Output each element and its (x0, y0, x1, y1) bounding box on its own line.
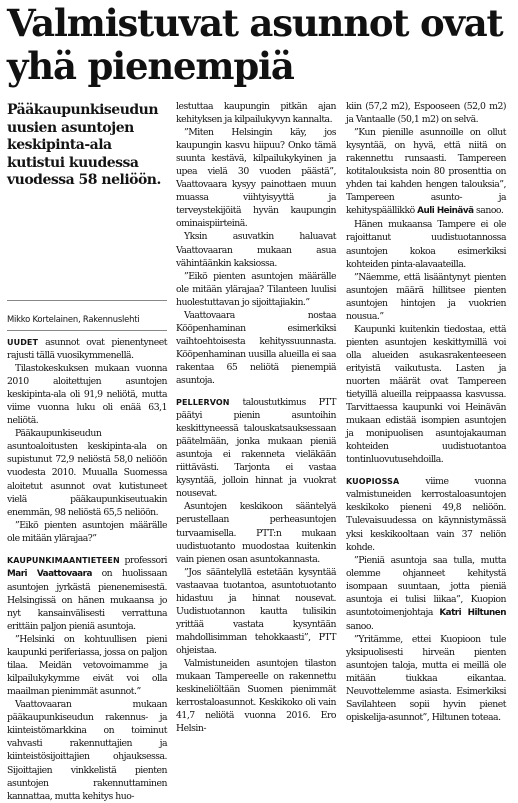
paragraph: Valmistuneiden asuntojen tilaston mukaan Tampereelle on rakennettu keskineliöltään Suomen pienimmät kerrostaloasunnot. Keskikoko oli vain 41,7 neliötä vuonna 2016. Ero Helsin- (176, 657, 336, 735)
paragraph: ”Kun pienille asunnoille on ollut kysyntää, on hyvä, että niitä on rakennettu runsaasti. Tampereen kotitalouksista noin 80 prosenttia on yhden tai kahden hengen talouksia”, Tampereen asunto- ja kehityspäällikkö Auli Heinävä sanoo. (346, 127, 506, 217)
paragraph: Tilastokeskuksen mukaan vuonna 2010 aloitettujen asuntojen keskipinta-ala oli 91,9 neliötä, mutta viime vuonna luku oli enää 63,1 neliötä. (7, 363, 167, 427)
byline: Mikko Kortelainen, Rakennuslehti (7, 314, 140, 324)
paragraph-label: KUOPIOSSA (346, 477, 400, 487)
paragraph: ”Pieniä asuntoja saa tulla, mutta olemme ohjanneet kehitystä isompaan suuntaan, jotta pieniä asuntoja ei tulisi liikaa”, Kuopion asuntotoimenjohtaja Katri Hiltunen sanoo. (346, 554, 506, 632)
paragraph: ”Helsinki on kohtuullisen pieni kaupunki periferiassa, jossa on paljon tilaa. Meidän vetovoimamme ja kilpailukykymme eivät voi olla maailman pienimmät asunnot.” (7, 634, 167, 698)
paragraph: ”Yritämme, ettei Kuopioon tule yksipuolisesti hirveän pienten asuntojen taloja, mutta ei meillä ole mitään tiukkaa eikantaa. Neuvottelemme asiasta. Esimerkiksi Savilahteen sopii hyvin pienet opiskelija-asunnot”, Hiltunen toteaa. (346, 633, 506, 724)
paragraph: Vaattovaara nostaa Kööpenhaminan esimerkiksi vaihtoehtoisesta kehityssuunnasta. Kööpenhaminan uusilla alueilla ei saa rakentaa 65 neliötä pienempiä asuntoja. (176, 309, 336, 386)
article-column-1 (7, 336, 167, 803)
headline: Valmistuvat asunnot ovat yhä pienempiä (7, 1, 503, 88)
byline-rule-top (7, 300, 167, 301)
paragraph: Kaupunki kuitenkin tiedostaa, että pienten asuntojen keskittymillä voi olla alueiden asukasrakenteeseen erityistä vaikutusta. Lasten ja nuorten määrät ovat Tampereen tietyillä alueilla reippaassa kasvussa. Tarvittaessa kaupunki voi Heinävän mukaan edistää isompien asuntojen ja monipuolisen asuntojakauman kohteiden uudistuotantoa tontinluovutusehdoilla. (346, 323, 506, 466)
paragraph-label: UUDET (7, 338, 39, 347)
paragraph-label: PELLERVON (176, 398, 230, 408)
paragraph: PELLERVON taloustutkimus PTT päätyi pienin asuntoihin keskittyneessä talouskatsauksessaan päätelmään, jonka mukaan pieniä asuntoja ei rakenneta vieläkään riittävästi. Tarjonta ei vastaa kysyntää, jolloin hinnat ja vuokrat nousevat. (176, 397, 336, 500)
paragraph: Asuntojen keskikoon sääntelyä perustellaan perheasuntojen turvaamisella. PTT:n mukaan uudistuotanto muodostaa kuitenkin vain pienen osan asuntokannasta. (176, 501, 336, 565)
person-name: Mari Vaattovaara (7, 568, 92, 579)
paragraph: KUOPIOSSA viime vuonna valmistuneiden kerrostaloasuntojen keskikoko pieneni 49,8 neliöön. Tulevaisuudessa on käynnistymässä yksi keskikooltaan vain 37 neliön kohde. (346, 476, 506, 553)
article-column-2 (176, 100, 336, 735)
paragraph: KAUPUNKIMAANTIETEEN professori Mari Vaattovaara on huolissaan asuntojen jyrkästä pienenemisestä. Helsingissä on hänen mukaansa jo nyt kansainvälisesti verrattuna erittäin paljon pieniä asuntoja. (7, 554, 167, 632)
paragraph: ”Eikö pienten asuntojen määrälle ole mitään ylärajaa?” (7, 519, 167, 544)
paragraph: UUDET asunnot ovat pienentyneet rajusti tällä vuosikymmenellä. (7, 337, 167, 362)
paragraph: Pääkaupunkiseudun asuntoaloitusten keskipinta-ala on supistunut 72,9 neliöstä 58,0 neliöön vuodesta 2010. Muualla Suomessa aloitetut asunnot ovat kutistuneet vielä pääkaupunkiseutuakin enemmän, 98 neliöstä 65,5 neliöön. (7, 428, 167, 518)
paragraph: ”Miten Helsingin käy, jos kaupungin kasvu hiipuu? Onko tämä suunta kestävä, kilpailukykyinen ja upea vielä 30 vuoden päästä”, Vaattovaara kysyy painottaen muun muassa viihtyisyyttä ja terveystekijöitä hyvän kaupungin ominaispiirteinä. (176, 127, 336, 230)
paragraph: lestuttaa kaupungin pitkän ajan kehityksen ja kilpailukyvyn kannalta. (176, 101, 336, 126)
paragraph: ”Eikö pienten asuntojen määrälle ole mitään ylärajaa? Tilanteen luulisi huolestuttavan jo sijoittajiakin.” (176, 270, 336, 308)
paragraph: ”Näemme, että lisääntynyt pienten asuntojen määrä hillitsee pienten asuntojen hintojen ja vuokrien nousua.” (346, 271, 506, 322)
paragraph: Yksin asuvatkin haluavat Vaattovaaran mukaan asua vähintäänkin kaksiossa. (176, 231, 336, 269)
byline-rule-bottom (7, 330, 167, 331)
paragraph: Vaattovaaran mukaan pääkaupunkiseudun rakennus- ja kiinteistömarkkina on toiminut vahvasti rakennuttajien ja kiinteistösijoittajien ohjauksessa. Sijoittajien vinkkelistä pienten asuntojen rakennuttaminen kannattaa, mutta kehitys huo- (7, 699, 167, 802)
person-name: Katri Hiltunen (439, 607, 506, 618)
person-name: Auli Heinävä (417, 206, 474, 217)
lead-paragraph: Pääkaupunkiseudun uusien asuntojen keskipinta-ala kutistui kuudessa vuodessa 58 neliöön. (7, 102, 161, 188)
article-column-3 (346, 100, 506, 724)
paragraph: kiin (57,2 m2), Espooseen (52,0 m2) ja Vantaalle (50,1 m2) on selvä. (346, 101, 506, 126)
paragraph: Hänen mukaansa Tampere ei ole rajoittanut uudistuotannossa asuntojen kokoa esimerkiksi kohteiden pinta-alavaateilla. (346, 219, 506, 270)
paragraph: ”Jos sääntelyllä estetään kysyntää vastaavaa tuotantoa, asuntotuotanto hidastuu ja hinnat nousevat. Uudistuotannon kautta tulisikin yrittää vastata kysyntään mahdollisimman tehokkaasti”, PTT ohjeistaa. (176, 566, 336, 656)
paragraph-label: KAUPUNKIMAANTIETEEN (7, 555, 120, 565)
